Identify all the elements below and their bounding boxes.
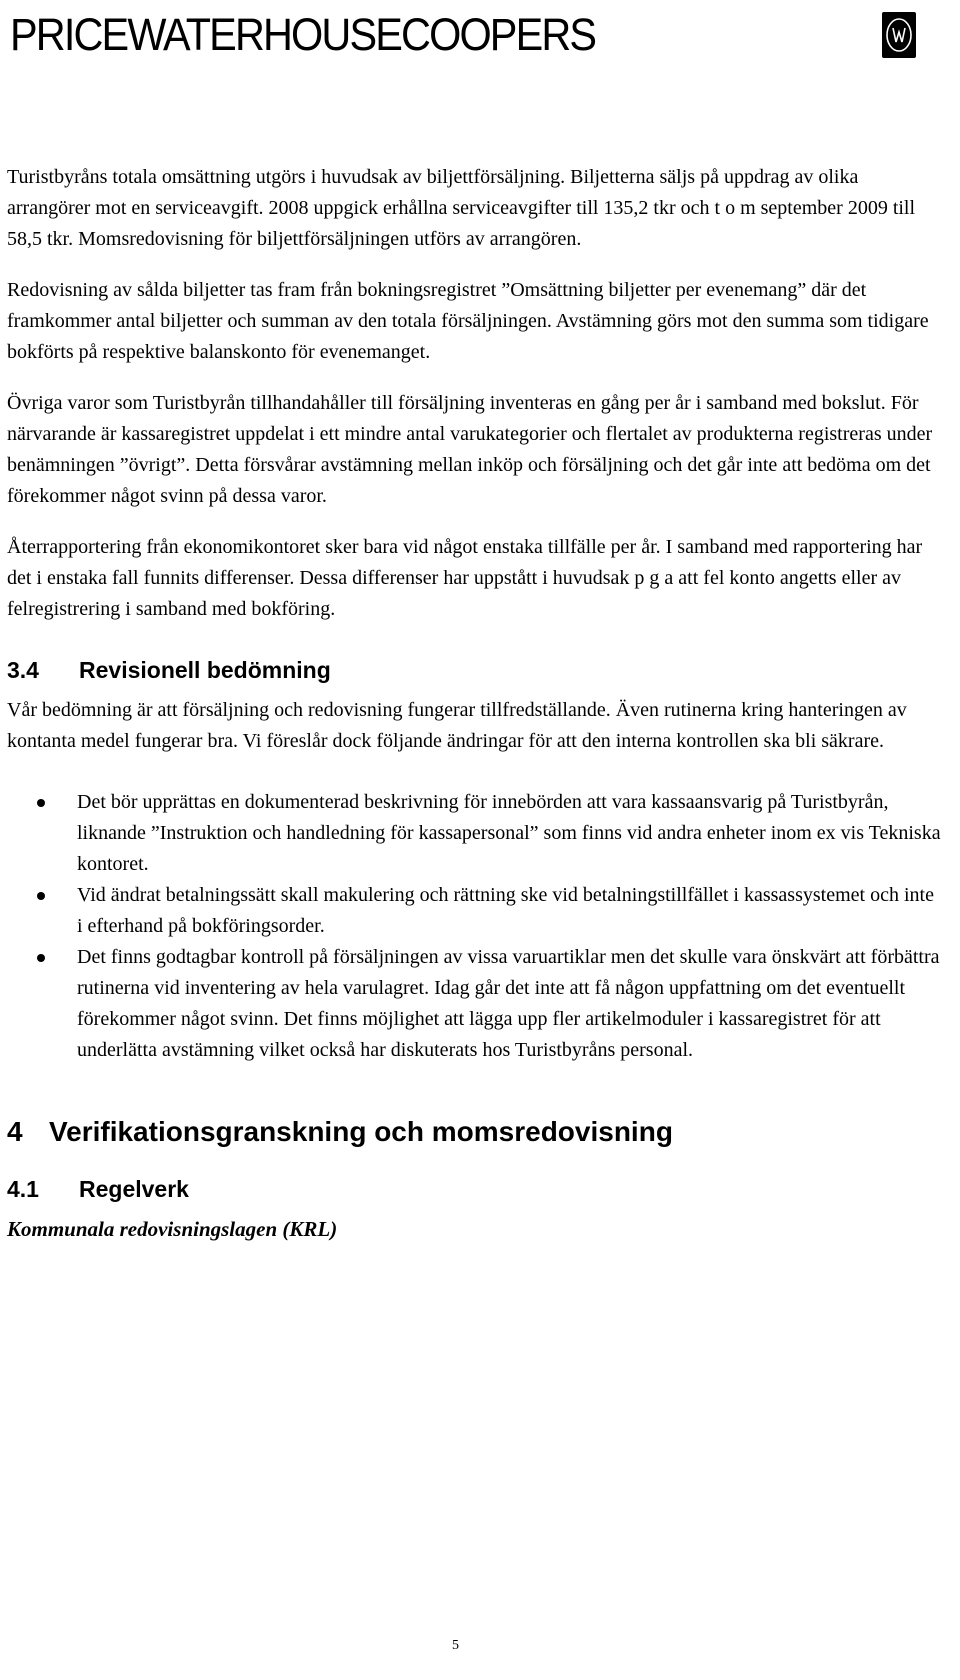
section-number: 4 <box>7 1116 23 1147</box>
section-title: Revisionell bedömning <box>79 657 331 683</box>
page-number: 5 <box>452 1638 459 1653</box>
list-item <box>7 787 942 880</box>
company-logo <box>10 4 646 64</box>
document-body <box>7 162 942 1245</box>
section-heading-4-1 <box>7 1174 942 1204</box>
paragraph-other-goods: Övriga varor som Turistbyrån tillhandahåller till försäljning inventeras en gång per år i samband med bokslut. För närvarande är kassaregistret uppdelat i ett mindre antal varukategorier och flertalet av produkterna registreras under benämningen ”övrigt”. Detta försvårar avstämning mellan inköp och försäljning och det går inte att bedöma om det förekommer något svinn på dessa varor. <box>7 392 933 507</box>
list-item-text: Vid ändrat betalningssätt skall makulering och rättning ske vid betalningstillfället i kassassystemet och inte i efterhand på bokföringsorder. <box>77 884 934 937</box>
list-item-text: Det finns godtagbar kontroll på försäljningen av vissa varuartiklar men det skulle vara önskvärt att förbättra rutinerna vid inventering av hela varulagret. Idag går det inte att få någon uppfattning om det eventuellt förekommer något svinn. Det finns möjlighet att lägga upp fler artikelmoduler i kassaregistret för att underlätta avstämning vilket också har diskuterats hos Turistbyråns personal. <box>77 946 940 1061</box>
bullet-icon <box>37 954 45 962</box>
section-heading-3-4 <box>7 655 942 685</box>
section-number: 3.4 <box>7 657 39 683</box>
list-item <box>7 942 942 1066</box>
list-item-text: Det bör upprättas en dokumenterad beskrivning för innebörden att vara kassaansvarig på Turistbyrån, liknande ”Instruktion och handledning för kassapersonal” som finns vid andra enheter inom ex vis Tekniska kontoret. <box>77 791 941 875</box>
paragraph-booking-register: Redovisning av sålda biljetter tas fram från bokningsregistret ”Omsättning biljetter per evenemang” där det framkommer antal biljetter och summan av den totala försäljningen. Avstämning görs mot den summa som tidigare bokförts på respektive balanskonto för evenemanget. <box>7 279 929 363</box>
pwc-seal-icon <box>882 12 916 58</box>
section-title: Verifikationsgranskning och momsredovisning <box>49 1116 673 1147</box>
logo-text: PRICEWATERHOUSECOOPERS <box>10 8 596 60</box>
list-item <box>7 880 942 942</box>
paragraph-ticket-sales: Turistbyråns totala omsättning utgörs i huvudsak av biljettförsäljning. Biljetterna säljs på uppdrag av olika arrangörer mot en serviceavgift. 2008 uppgick erhållna serviceavgifter till 135,2 tkr och t o m september 2009 till 58,5 tkr. Momsredovisning för biljettförsäljningen utförs av arrangören. <box>7 166 916 250</box>
subheading-krl: Kommunala redovisningslagen (KRL) <box>7 1217 338 1241</box>
bullet-icon <box>37 892 45 900</box>
bullet-icon <box>37 799 45 807</box>
section-heading-4 <box>7 1114 942 1150</box>
section-number: 4.1 <box>7 1176 39 1202</box>
paragraph-assessment: Vår bedömning är att försäljning och redovisning fungerar tillfredställande. Även rutinerna kring hanteringen av kontanta medel fungerar bra. Vi föreslår dock följande ändringar för att den interna kontrollen ska bli säkrare. <box>7 699 907 752</box>
recommendation-list <box>7 787 942 1066</box>
section-title: Regelverk <box>79 1176 189 1202</box>
paragraph-reporting: Återrapportering från ekonomikontoret sker bara vid något enstaka tillfälle per år. I samband med rapportering har det i enstaka fall funnits differenser. Dessa differenser har uppstått i huvudsak p g a att fel konto angetts eller av felregistrering i samband med bokföring. <box>7 536 923 620</box>
